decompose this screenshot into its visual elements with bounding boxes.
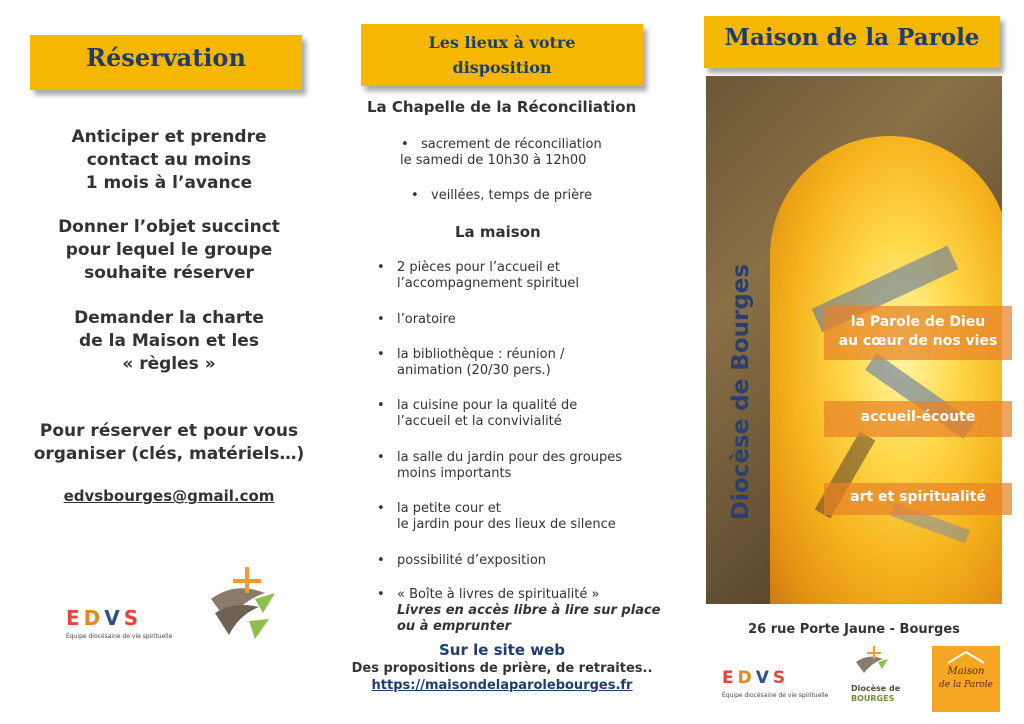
website-link[interactable]: https://maisondelaparolebourges.fr <box>371 678 633 693</box>
bullet-icon: • <box>377 347 385 362</box>
list-item: • possibilité d’exposition <box>377 553 547 568</box>
list-item: • la petite cour et le jardin pour des lieux de silence <box>377 501 616 532</box>
list-item: • 2 pièces pour l’accueil et l’accompagnement spirituel <box>377 260 579 291</box>
chapel-heading: La Chapelle de la Réconciliation <box>367 98 637 116</box>
list-item: • l’oratoire <box>377 312 456 327</box>
diocese-cross-logo-icon <box>205 563 277 643</box>
diocese-cross-small-icon <box>851 644 891 684</box>
list-item: • la bibliothèque : réunion / animation (20/30 pers.) <box>377 347 565 378</box>
bullet-icon: • <box>377 450 385 465</box>
places-title-line2: disposition <box>452 58 552 77</box>
maison-banner <box>704 16 1000 68</box>
places-title-line1: Les lieux à votre <box>428 33 576 52</box>
list-item: • la salle du jardin pour des groupes moins importants <box>377 450 622 481</box>
contact-email-link[interactable]: edvsbourges@gmail.com <box>63 487 275 505</box>
bullet-icon: • <box>377 501 385 516</box>
places-banner <box>361 24 643 86</box>
bullet-icon: • <box>377 553 385 568</box>
tag-parole-de-dieu: la Parole de Dieu au cœur de nos vies <box>824 306 1012 360</box>
website-heading: Sur le site web <box>438 641 566 659</box>
reservation-para-organize: Pour réserver et pour vous organiser (clés, matériels…) <box>33 421 305 464</box>
chapel-item-vigils: • veillées, temps de prière <box>411 188 593 203</box>
address: 26 rue Porte Jaune - Bourges <box>748 622 960 637</box>
maison-title: Maison de la Parole <box>724 24 980 51</box>
reservation-para-charter: Demander la charte de la Maison et les « règles » <box>74 308 264 374</box>
reservation-title: Réservation <box>86 43 246 72</box>
chapel-item-schedule: le samedi de 10h30 à 12h00 <box>400 153 587 168</box>
bullet-icon: • <box>411 188 419 203</box>
list-item-books: • « Boîte à livres de spiritualité » Livres en accès libre à lire sur place ou à emprunter <box>377 587 661 634</box>
maison-de-la-parole-logo: Maison de la Parole <box>932 646 1000 712</box>
website-description: Des propositions de prière, de retraites.. <box>351 661 653 676</box>
reservation-banner <box>30 35 302 90</box>
house-heading: La maison <box>455 223 541 241</box>
bullet-icon: • <box>377 587 385 602</box>
reservation-para-object: Donner l’objet succinct pour lequel le groupe souhaite réserver <box>58 217 280 283</box>
bullet-icon: • <box>377 398 385 413</box>
tag-art-spiritualite: art et spiritualité <box>824 483 1012 515</box>
reservation-para-anticipate: Anticiper et prendre contact au moins 1 mois à l’avance <box>71 127 267 193</box>
tag-accueil-ecoute: accueil-écoute <box>824 401 1012 437</box>
chapel-item-sacrament: • sacrement de réconciliation <box>401 137 602 152</box>
bullet-icon: • <box>401 137 409 152</box>
list-item: • la cuisine pour la qualité de l’accueil et la convivialité <box>377 398 578 429</box>
diocese-vertical-label: Diocèse de Bourges <box>728 263 754 521</box>
roof-icon <box>946 650 986 664</box>
bullet-icon: • <box>377 260 385 275</box>
bullet-icon: • <box>377 312 385 327</box>
